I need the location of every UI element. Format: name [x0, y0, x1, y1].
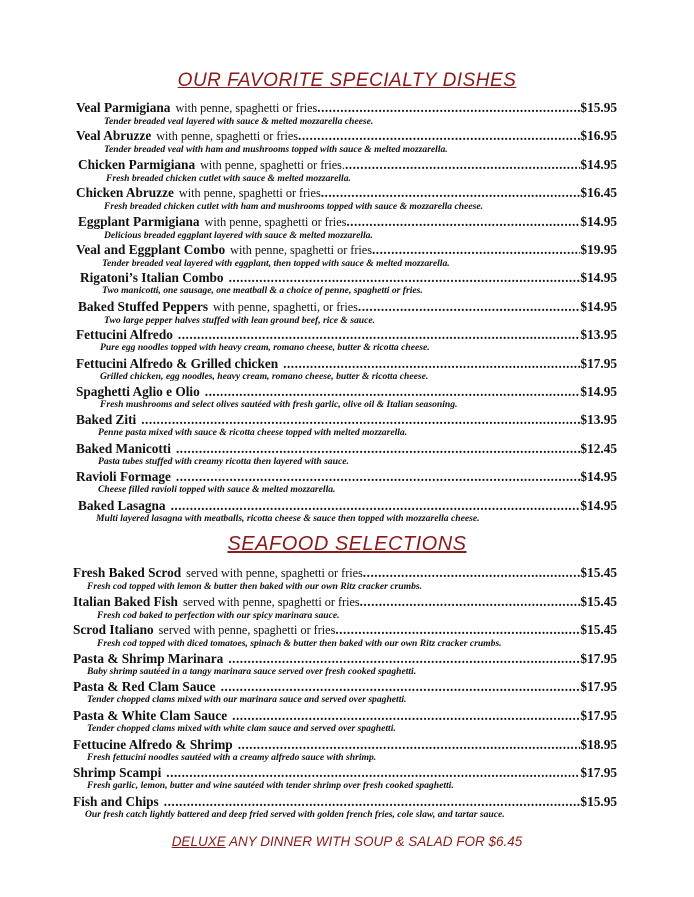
menu-item-line: [76, 441, 617, 456]
dot-leader: [164, 794, 581, 809]
dish-price: $14.95: [580, 497, 617, 513]
dish-name: Italian Baked Fish: [73, 593, 178, 609]
dish-name: Shrimp Scampi: [73, 765, 162, 781]
menu-item: [78, 214, 617, 243]
menu-item-line: [73, 765, 617, 780]
dish-description: Grilled chicken, egg noodles, heavy cream, romano cheese, butter & ricotta cheese.: [100, 370, 429, 382]
dot-leader: [346, 214, 580, 229]
menu-item-line: [73, 622, 617, 638]
dot-leader: [205, 384, 581, 399]
menu-item: [73, 594, 617, 623]
menu-item: [73, 622, 617, 651]
dish-description: Two manicotti, one sausage, one meatball & a choice of penne, spaghetti or fries.: [102, 285, 423, 297]
dish-price: $15.45: [580, 565, 617, 580]
dish-description: Fresh cod baked to perfection with our spicy marinara sauce.: [97, 609, 340, 621]
dish-price: $14.95: [580, 384, 617, 399]
dish-description: Tender chopped clams mixed with our marinara sauce and served over spaghetti.: [87, 694, 407, 706]
dot-leader: [221, 679, 581, 694]
menu-item-line: [76, 356, 617, 371]
dot-leader: [345, 157, 580, 172]
dot-leader: [176, 469, 581, 484]
menu-item: [78, 299, 617, 328]
dish-price: $14.95: [580, 469, 617, 485]
menu-item: [73, 737, 617, 766]
dish-name: Baked Manicotti: [76, 440, 171, 456]
dish-side-note: served with penne, spaghetti or fries: [182, 594, 360, 609]
menu-item: [76, 242, 617, 271]
menu-item-line: [76, 128, 617, 144]
dish-name: Baked Lasagna: [78, 497, 166, 513]
dish-price: $13.95: [580, 327, 617, 343]
dish-price: $15.95: [580, 100, 617, 115]
menu-item: [73, 708, 617, 737]
dish-price: $17.95: [580, 679, 617, 695]
menu-item: [73, 765, 617, 794]
dish-price: $17.95: [580, 708, 617, 723]
menu-item-line: [73, 594, 617, 610]
menu-item-line: [78, 157, 617, 173]
specialty-title: OUR FAVORITE SPECIALTY DISHES: [177, 70, 517, 91]
dish-price: $12.45: [580, 440, 617, 456]
dot-leader: [141, 412, 580, 427]
dot-leader: [171, 498, 581, 513]
dish-description: Tender breaded veal layered with sauce & melted mozzarella cheese.: [104, 116, 374, 127]
dot-leader: [228, 651, 580, 666]
menu-item-line: [76, 469, 617, 484]
dish-name: Baked Ziti: [76, 412, 137, 428]
menu-item: [78, 157, 617, 186]
dish-name: Chicken Parmigiana: [78, 156, 196, 172]
dish-name: Scrod Italiano: [73, 622, 154, 638]
menu-item-line: [80, 270, 617, 285]
dish-description: Cheese filled ravioli topped with sauce & melted mozzarella.: [98, 484, 336, 496]
menu-item-line: [73, 565, 617, 581]
dish-price: $14.95: [580, 213, 617, 229]
dish-description: Delicious breaded eggplant layered with sauce & melted mozzarella.: [104, 229, 373, 241]
dish-name: Fresh Baked Scrod: [73, 565, 182, 580]
menu-item: [76, 128, 617, 157]
dish-price: $16.45: [580, 185, 617, 201]
dish-description: Fresh breaded chicken cutlet with sauce & melted mozzarella.: [106, 172, 351, 184]
dish-name: Ravioli Formage: [76, 469, 171, 485]
dish-price: $14.95: [580, 270, 617, 286]
dish-name: Eggplant Parmigiana: [78, 213, 200, 229]
menu-item: [73, 651, 617, 680]
dish-description: Baby shrimp sautéed in a tangy marinara sauce served over fresh cooked spaghetti.: [87, 665, 417, 677]
deluxe-text: ANY DINNER WITH SOUP & SALAD FOR $6.45: [228, 834, 523, 849]
dish-description: Tender chopped clams mixed with white clam sauce and served over spaghetti.: [87, 723, 396, 734]
dish-description: Fresh breaded chicken cutlet with ham and mushrooms topped with sauce & mozzarella cheese.: [104, 201, 483, 213]
dish-price: $17.95: [580, 355, 617, 371]
menu-item-line: [73, 708, 617, 723]
dish-description: Multi layered lasagna with meatballs, ricotta cheese & sauce then topped with mozzarella cheese.: [96, 512, 480, 524]
dish-price: $15.45: [580, 593, 617, 609]
dish-description: Tender breaded veal with ham and mushrooms topped with sauce & melted mozzarella.: [104, 144, 448, 156]
dish-name: Chicken Abruzze: [76, 185, 174, 201]
dot-leader: [178, 327, 581, 342]
dot-leader: [166, 765, 580, 780]
dish-description: Fresh cod topped with diced tomatoes, spinach & butter then baked with our own Ritz cracker crumbs.: [97, 638, 502, 650]
menu-item-line: [73, 737, 617, 752]
menu-item: [78, 498, 617, 527]
dish-description: Pasta tubes stuffed with creamy ricotta then layered with sauce.: [98, 455, 349, 467]
menu-item: [76, 185, 617, 214]
dish-name: Fettucini Alfredo: [76, 327, 173, 343]
dish-description: Tender breaded veal layered with eggplant, then topped with sauce & melted mozzarella.: [102, 258, 450, 269]
dish-price: $14.95: [580, 156, 617, 172]
dish-description: Penne pasta mixed with sauce & ricotta cheese topped with melted mozzarella.: [98, 427, 408, 439]
dish-side-note: with penne, spaghetti or fries: [156, 129, 299, 144]
dish-price: $19.95: [580, 242, 617, 257]
dot-leader: [321, 185, 581, 200]
dot-leader: [283, 356, 580, 371]
dish-description: Fresh cod topped with lemon & butter then baked with our own Ritz cracker crumbs.: [87, 581, 423, 592]
dish-name: Pasta & Red Clam Sauce: [73, 679, 216, 695]
deluxe-offer: [0, 834, 694, 849]
menu-item-line: [76, 100, 617, 116]
dish-description: Pure egg noodles topped with heavy cream, romano cheese, butter & ricotta cheese.: [100, 342, 430, 354]
dish-name: Fish and Chips: [73, 793, 159, 809]
deluxe-word: DELUXE: [171, 834, 226, 849]
seafood-title: SEAFOOD SELECTIONS: [227, 533, 467, 555]
dot-leader: [238, 737, 581, 752]
menu-item: [76, 469, 617, 498]
dot-leader: [372, 242, 580, 257]
menu-item: [73, 679, 617, 708]
dish-description: Fresh garlic, lemon, butter and wine sautéed with tender shrimp over fresh cooked spaghetti.: [87, 780, 454, 792]
menu-item-line: [76, 327, 617, 342]
dish-side-note: served with penne, spaghetti or fries: [158, 623, 336, 638]
menu-item: [76, 412, 617, 441]
menu-item-line: [73, 794, 617, 809]
dish-name: Veal and Eggplant Combo: [76, 242, 226, 257]
dot-leader: [298, 128, 580, 143]
dot-leader: [335, 622, 580, 637]
menu-item: [76, 327, 617, 356]
menu-item-line: [76, 384, 617, 399]
dish-price: $15.95: [580, 793, 617, 809]
menu-item: [73, 565, 617, 594]
dish-price: $18.95: [580, 736, 617, 752]
dot-leader: [360, 594, 581, 609]
dish-side-note: served with penne, spaghetti or fries: [186, 566, 363, 580]
menu-item: [76, 441, 617, 470]
menu-item-line: [78, 498, 617, 513]
dish-name: Veal Parmigiana: [76, 100, 171, 115]
dish-price: $14.95: [580, 298, 617, 314]
dish-name: Spaghetti Aglio e Olio: [76, 384, 200, 399]
dish-name: Baked Stuffed Peppers: [78, 298, 209, 314]
dish-side-note: with penne, spaghetti or fries.: [200, 157, 345, 172]
menu-item-line: [76, 185, 617, 201]
menu-item-line: [73, 679, 617, 694]
menu-item: [80, 270, 617, 299]
dish-price: $17.95: [580, 650, 617, 666]
dish-description: Two large pepper halves stuffed with lean ground beef, rice & sauce.: [104, 314, 376, 326]
dot-leader: [317, 100, 580, 115]
menu-item-line: [78, 299, 617, 315]
menu-item-line: [76, 242, 617, 258]
dot-leader: [176, 441, 580, 456]
dish-price: $15.45: [580, 622, 617, 638]
dot-leader: [232, 708, 580, 723]
menu-item-line: [78, 214, 617, 230]
dish-side-note: with penne, spaghetti, or fries: [213, 299, 358, 314]
dish-price: $17.95: [580, 765, 617, 781]
menu-item-line: [73, 651, 617, 666]
dish-side-note: with penne, spaghetti or fries: [204, 214, 347, 229]
dish-description: Our fresh catch lightly battered and deep fried served with golden french fries, cole slaw, and tartar sauce.: [85, 808, 505, 820]
dish-price: $13.95: [580, 412, 617, 428]
dish-description: Fresh mushrooms and select olives sautéed with fresh garlic, olive oil & Italian seasoning.: [100, 399, 458, 410]
dish-name: Fettucini Alfredo & Grilled chicken: [76, 355, 279, 371]
dish-price: $16.95: [580, 128, 617, 144]
dish-name: Pasta & White Clam Sauce: [73, 708, 228, 723]
dish-side-note: with penne, spaghetti or fries: [178, 186, 321, 201]
menu-item: [76, 384, 617, 413]
dish-name: Fettucine Alfredo & Shrimp: [73, 736, 233, 752]
dish-side-note: with penne, spaghetti or fries: [230, 243, 372, 257]
dot-leader: [358, 299, 581, 314]
dish-description: Fresh fettucini noodles sautéed with a creamy alfredo sauce with shrimp.: [87, 751, 377, 763]
menu-item-line: [76, 412, 617, 427]
menu-item: [76, 356, 617, 385]
menu-item: [73, 794, 617, 823]
dot-leader: [229, 270, 581, 285]
dish-name: Pasta & Shrimp Marinara: [73, 650, 224, 666]
dish-name: Veal Abruzze: [76, 128, 152, 144]
dish-side-note: with penne, spaghetti or fries: [175, 101, 318, 115]
menu-item: [76, 100, 617, 129]
dish-name: Rigatoni’s Italian Combo: [80, 270, 224, 286]
dot-leader: [363, 565, 581, 580]
